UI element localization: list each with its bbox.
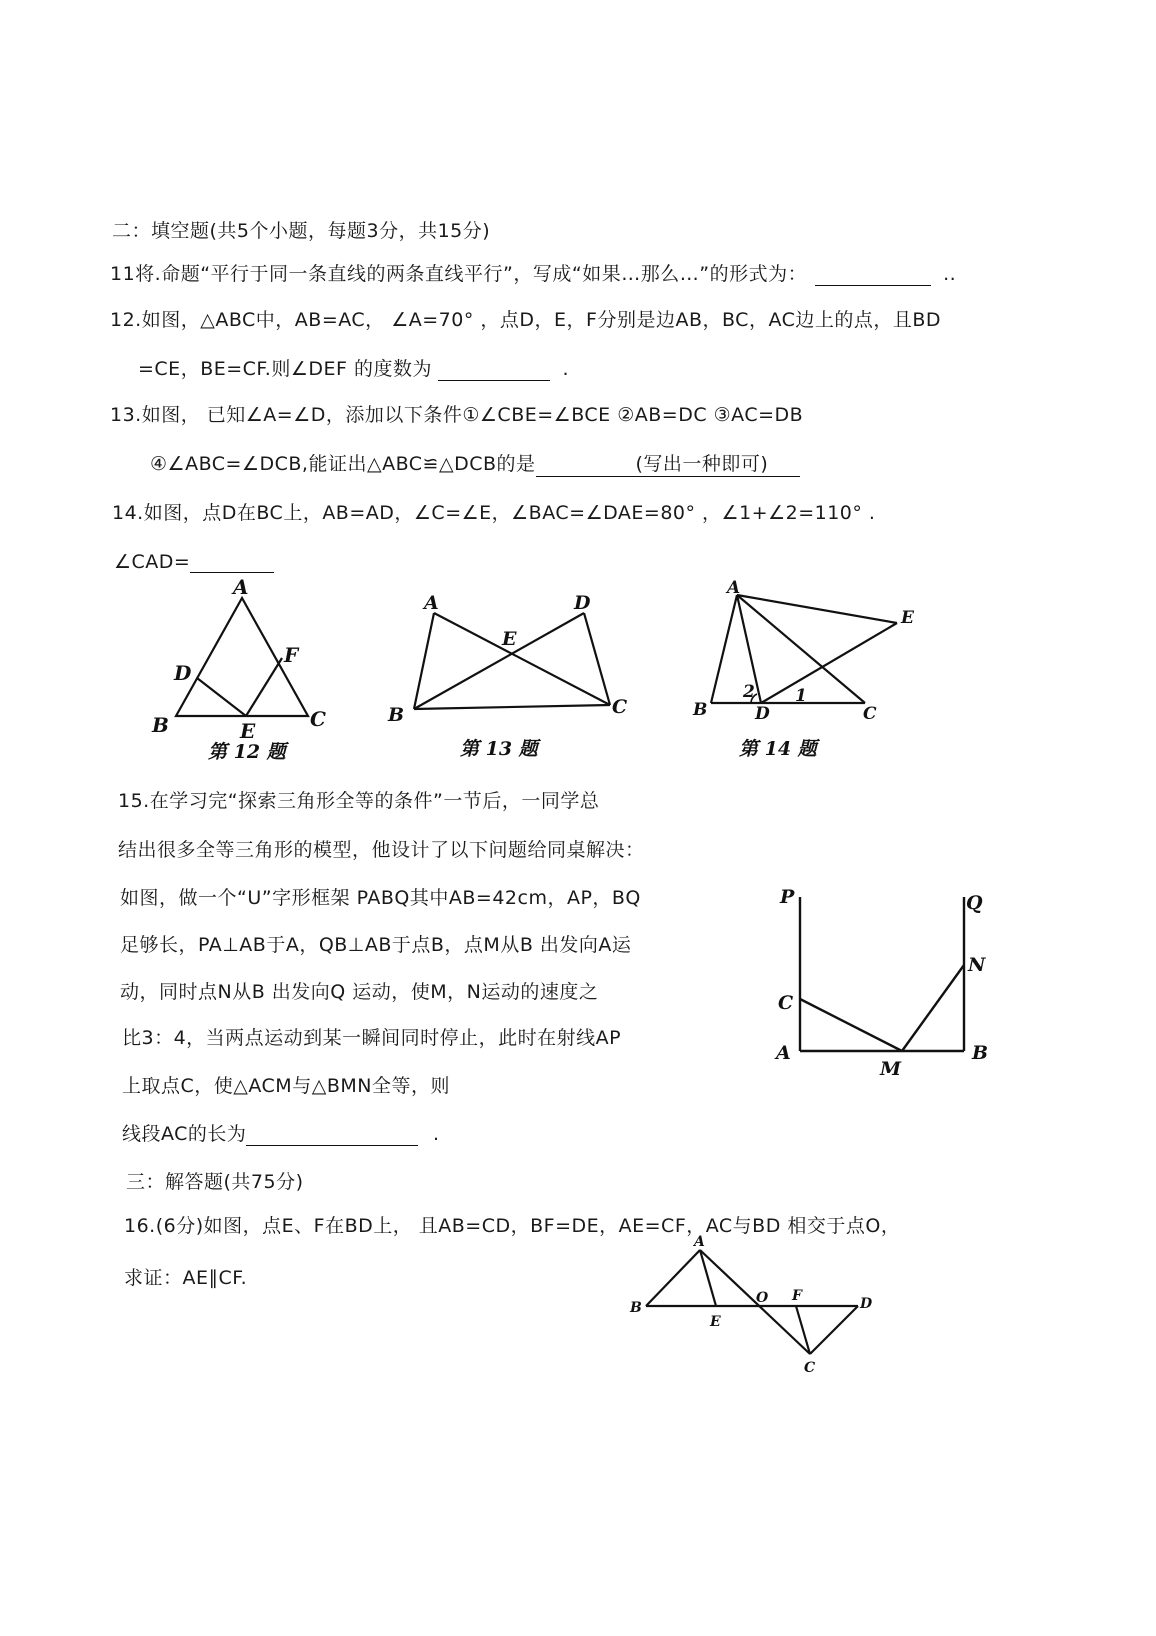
figure-12 [140,570,340,770]
label-c: C [804,1360,816,1376]
label-d: D [860,1296,873,1312]
segment-ef [246,658,282,716]
label-b: B [630,1300,642,1316]
q11-tail: .. [943,263,957,285]
label-q: Q [966,892,983,914]
question-12-line2 [138,354,569,381]
label-a: A [233,575,249,599]
section3-heading: 三：解答题(共75分) [126,1171,304,1193]
q13-answer-blank[interactable] [536,449,800,477]
q15-answer-blank[interactable] [246,1125,418,1146]
question-15-line2: 结出很多全等三角形的模型，他设计了以下问题给同桌解决： [118,839,645,861]
label-f: F [792,1288,802,1304]
question-13-line1: 13.如图， 已知∠A=∠D，添加以下条件①∠CBE=∠BCE ②AB=DC ③AC=DB [110,404,804,426]
caption-13: 第 13 题 [460,738,538,760]
label-f: F [284,643,299,667]
question-14-line1: 14.如图，点D在BC上，AB=AD，∠C=∠E，∠BAC=∠DAE=80° ，∠1+∠2=110° . [112,502,876,524]
label-angle-1: 1 [795,686,807,706]
segment-bd [414,613,584,709]
label-c: C [310,707,326,731]
figure-13 [380,585,640,765]
q14-line2-prefix: ∠CAD= [114,551,191,573]
label-c: C [778,992,794,1014]
question-16-line1: 16.(6分)如图，点E、F在BD上， 且AB=CD，BF=DE，AE=CF，AC与BD 相交于点O， [124,1215,901,1237]
segment-ab [646,1250,700,1306]
section2-heading: 二：填空题(共5个小题，每题3分，共15分) [112,220,491,242]
question-15-line6: 比3：4，当两点运动到某一瞬间同时停止，此时在射线AP [122,1027,622,1049]
question-11 [110,259,956,286]
label-d: D [574,592,591,614]
label-m: M [880,1058,902,1080]
segment-ab [414,613,434,709]
label-e: E [901,608,914,628]
q11-text: 11将.命题“平行于同一条直线的两条直线平行”，写成“如果…那么…”的形式为： [110,263,808,285]
label-d: D [174,661,192,685]
segment-ae [737,595,897,623]
label-a: A [727,578,741,598]
question-15-line8 [122,1119,440,1146]
label-p: P [780,886,795,908]
figure-15 [760,875,1000,1085]
label-a: A [694,1234,705,1250]
segment-de [761,623,897,703]
label-a: A [424,592,439,614]
caption-14: 第 14 题 [739,738,817,760]
label-angle-2: 2 [743,682,755,702]
q15-line8-prefix: 线段AC的长为 [122,1123,247,1145]
question-15-line1: 15.在学习完“探索三角形全等的条件”一节后，一同学总 [118,790,600,812]
question-15-line3: 如图，做一个“U”字形框架 PABQ其中AB=42cm，AP，BQ [120,887,641,909]
label-c: C [863,704,877,724]
q12-line2-prefix: =CE，BE=CF.则∠DEF 的度数为 [138,358,432,380]
question-13-line2 [150,449,800,477]
figure-16 [620,1230,890,1380]
caption-12: 第 12 题 [208,741,286,763]
question-16-line2: 求证：AE∥CF. [124,1267,248,1289]
label-d: D [755,704,770,724]
q13-hint: (写出一种即可) [635,453,769,475]
segment-cm [800,999,902,1051]
question-15-line7: 上取点C，使△ACM与△BMN全等，则 [122,1075,450,1097]
label-e: E [710,1314,721,1330]
label-b: B [152,713,169,737]
q12-answer-blank[interactable] [438,360,550,381]
question-12-line1: 12.如图，△ABC中，AB=AC， ∠A=70° ，点D，E，F分别是边AB，BC，AC边上的点，且BD [110,309,942,331]
q12-line2-suffix: . [555,358,570,380]
label-b: B [972,1042,989,1064]
label-o: O [756,1290,769,1306]
segment-de [197,678,246,716]
figure-14 [685,575,925,765]
question-15-line4: 足够长，PA⊥AB于A，QB⊥AB于点B，点M从B 出发向A运 [120,934,632,956]
segment-ac [434,613,610,705]
label-n: N [968,954,986,976]
segment-mn [902,965,964,1051]
segment-bc [414,705,610,709]
label-e: E [502,628,517,650]
label-c: C [612,696,628,718]
label-b: B [693,700,708,720]
segment-cd [810,1306,858,1354]
segment-ab [711,595,737,703]
q13-line2-prefix: ④∠ABC=∠DCB,能证出△ABC≌△DCB的是 [150,453,536,475]
label-a: A [776,1042,791,1064]
q11-answer-blank[interactable] [815,265,931,286]
label-e: E [240,719,256,743]
question-15-line5: 动，同时点N从B 出发向Q 运动，使M，N运动的速度之 [120,981,599,1003]
segment-cd [584,613,610,705]
q15-line8-suffix: . [426,1123,440,1145]
label-b: B [388,704,405,726]
